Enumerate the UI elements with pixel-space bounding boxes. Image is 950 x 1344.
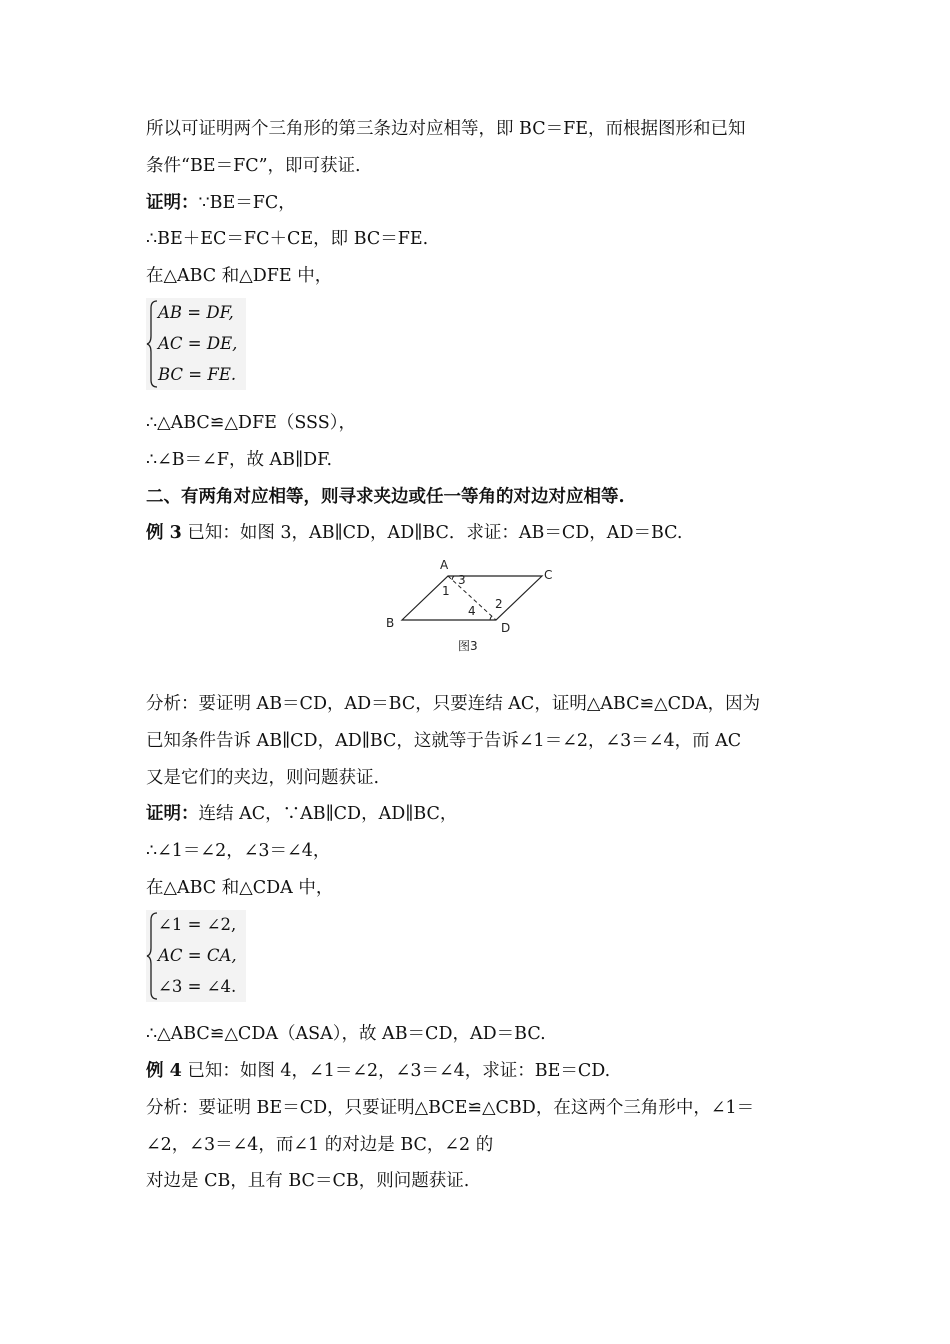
equation: AB = DF, [158,303,234,322]
text-line: 对边是 CB，且有 BC＝CB，则问题获证. [146,1171,470,1191]
proof-label: 证明： [146,193,199,213]
text-line: 分析：要证明 AB＝CD，AD＝BC，只要连结 AC，证明△ABC≌△CDA，因为 [146,694,761,714]
equation-system-2 [146,910,246,1002]
angle-label: 2 [495,597,503,611]
text-line: 分析：要证明 BE＝CD，只要证明△BCE≌△CBD，在这两个三角形中，∠1＝ [146,1098,755,1118]
figure-caption: 图3 [458,639,478,653]
text-line: ∴△ABC≌△DFE（SSS）， [146,413,356,433]
example-label: 例 4 [146,1061,182,1081]
text-line: ∠2，∠3＝∠4，而∠1 的对边是 BC，∠2 的 [146,1135,494,1155]
text-line: 又是它们的夹边，则问题获证. [146,768,380,788]
angle-label: 4 [468,604,476,618]
equation: ∠3 = ∠4. [158,977,237,996]
text-line: ∴∠B＝∠F，故 AB∥DF. [146,450,333,470]
equation: AC = CA, [158,946,237,965]
vertex-label: C [544,568,553,582]
text-line: 已知：如图 4，∠1＝∠2，∠3＝∠4，求证：BE＝CD. [187,1061,611,1081]
text-line: ∴△ABC≌△CDA（ASA），故 AB＝CD，AD＝BC. [146,1024,546,1044]
text-line: 已知条件告诉 AB∥CD，AD∥BC，这就等于告诉∠1＝∠2，∠3＝∠4，而 AC [146,731,742,751]
equation: AC = DE, [158,334,238,353]
equation: BC = FE. [158,365,237,384]
figure-3 [382,556,562,660]
text-line: 在△ABC 和△CDA 中， [146,878,334,898]
text-line: 在△ABC 和△DFE 中， [146,266,333,286]
example-line [146,521,683,545]
example-line [146,1059,610,1083]
proof-line [146,191,296,215]
angle-label: 3 [458,573,466,587]
equation: ∠1 = ∠2, [158,915,237,934]
proof-line [146,802,457,826]
text-line: ∴BE＋EC＝FC＋CE，即 BC＝FE. [146,229,429,249]
equation-system-1 [146,298,246,390]
angle-label: 1 [442,584,450,598]
text-line: 连结 AC，∵AB∥CD，AD∥BC， [198,804,458,824]
example-label: 例 3 [146,523,182,543]
section-heading: 二、有两角对应相等，则寻求夹边或任一等角的对边对应相等. [146,487,625,507]
vertex-label: D [501,621,511,635]
text-line: 条件“BE＝FC”，即可获证. [146,156,361,176]
text-line: ∵BE＝FC， [198,193,296,213]
text-line: 所以可证明两个三角形的第三条边对应相等，即 BC＝FE，而根据图形和已知 [146,119,746,139]
vertex-label: A [440,558,449,572]
vertex-label: B [386,616,395,630]
text-line: ∴∠1＝∠2，∠3＝∠4， [146,841,331,861]
text-line: 已知：如图 3，AB∥CD，AD∥BC．求证：AB＝CD，AD＝BC. [187,523,683,543]
proof-label: 证明： [146,804,199,824]
